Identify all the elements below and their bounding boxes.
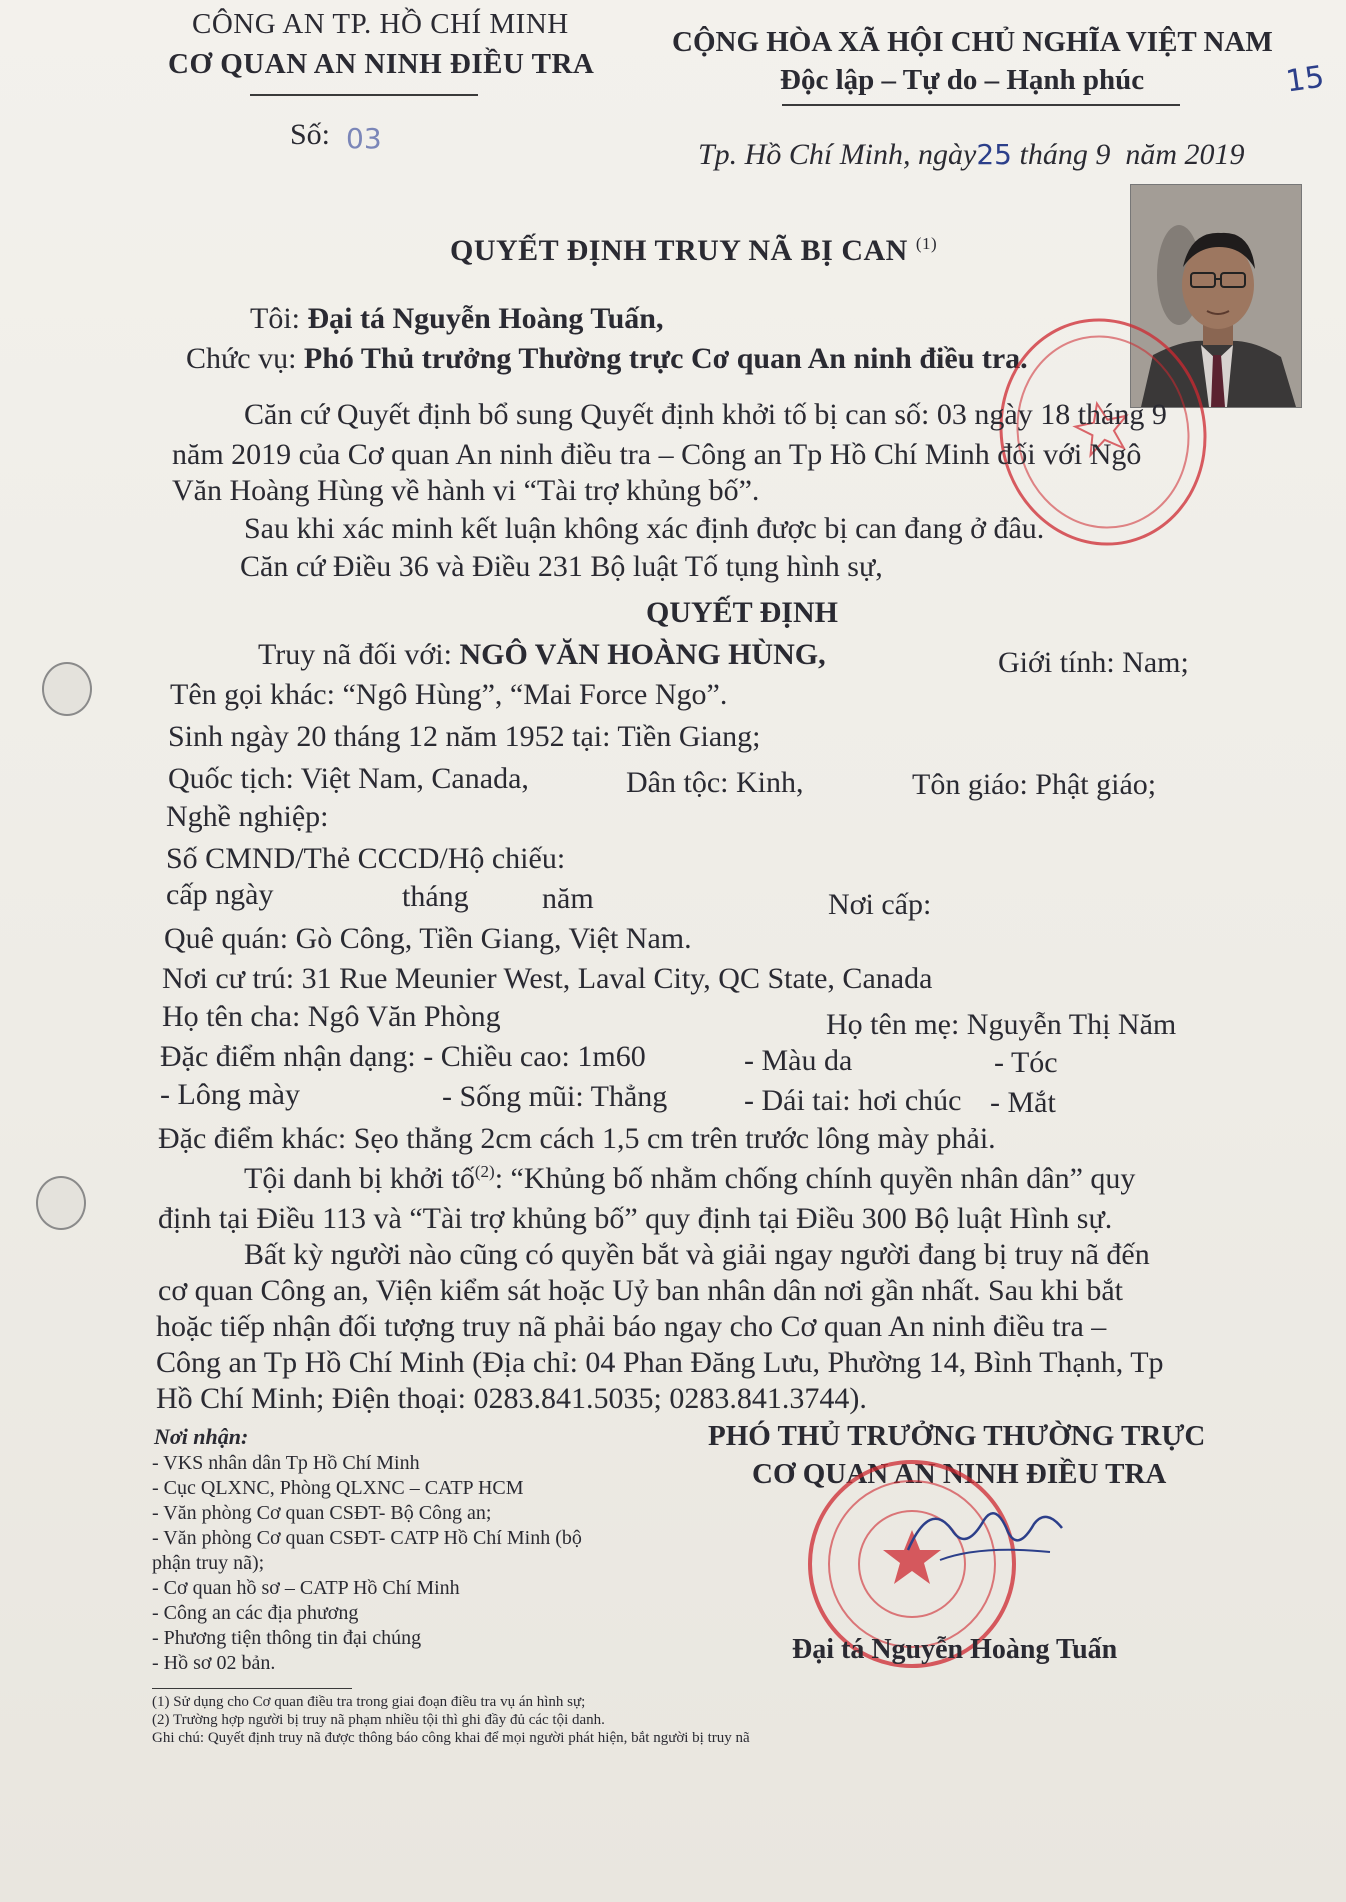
header-underline-right (782, 104, 1180, 106)
feature-eyes: - Mắt (990, 1086, 1056, 1119)
issue-date-month: tháng 9 (1019, 138, 1111, 171)
issuer-position-label: Chức vụ: (186, 342, 297, 375)
country-name: CỘNG HÒA XÃ HỘI CHỦ NGHĨA VIỆT NAM (672, 26, 1273, 58)
charges-line-2: định tại Điều 113 và “Tài trợ khủng bố” quy định tại Điều 300 Bộ luật Hình sự. (158, 1202, 1113, 1235)
residence: Nơi cư trú: 31 Rue Meunier West, Laval City, QC State, Canada (162, 962, 933, 995)
document-number-label: Số: (290, 118, 331, 151)
basis-line-5: Căn cứ Điều 36 và Điều 231 Bộ luật Tố tụng hình sự, (240, 550, 883, 583)
id-document: Số CMND/Thẻ CCCD/Hộ chiếu: (166, 842, 566, 875)
feature-ears: - Dái tai: hơi chúc (744, 1084, 962, 1117)
hometown: Quê quán: Gò Công, Tiền Giang, Việt Nam. (164, 922, 692, 955)
document-number-value: 03 (346, 122, 382, 155)
father-name: Họ tên cha: Ngô Văn Phòng (162, 1000, 501, 1033)
punch-hole (36, 1176, 86, 1230)
signatory-title-1: PHÓ THỦ TRƯỞNG THƯỜNG TRỰC (708, 1420, 1206, 1452)
charges-label: Tội danh bị khởi tố (244, 1162, 475, 1195)
recipient-item: - Văn phòng Cơ quan CSĐT- Bộ Công an; (152, 1502, 492, 1524)
footnote-1: (1) Sử dụng cho Cơ quan điều tra trong giai đoạn điều tra vụ án hình sự; (152, 1694, 586, 1710)
basis-line-1: Căn cứ Quyết định bổ sung Quyết định khởi tố bị can số: 03 ngày 18 tháng 9 (244, 398, 1167, 431)
instructions-line-2: cơ quan Công an, Viện kiểm sát hoặc Uỷ ban nhân dân nơi gần nhất. Sau khi bắt (158, 1274, 1123, 1307)
wanted-label: Truy nã đối với: (258, 638, 452, 671)
signatory-title-2: CƠ QUAN AN NINH ĐIỀU TRA (752, 1458, 1167, 1490)
feature-skin: - Màu da (744, 1044, 853, 1077)
feature-eyebrows: - Lông mày (160, 1078, 300, 1111)
recipient-item: - Hồ sơ 02 bản. (152, 1652, 276, 1674)
handwritten-signature-icon (900, 1490, 1070, 1570)
document-title-note: (1) (915, 234, 938, 253)
aliases: Tên gọi khác: “Ngô Hùng”, “Mai Force Ngo”. (170, 678, 728, 711)
religion: Tôn giáo: Phật giáo; (912, 768, 1157, 801)
recipient-item: phận truy nã); (152, 1552, 265, 1574)
birth-info: Sinh ngày 20 tháng 12 năm 1952 tại: Tiền Giang; (168, 720, 761, 753)
basis-line-4: Sau khi xác minh kết luận không xác định được bị can đang ở đâu. (244, 512, 1045, 545)
issue-date-day: 25 (976, 138, 1012, 171)
ethnicity: Dân tộc: Kinh, (626, 766, 804, 799)
document-title-text: QUYẾT ĐỊNH TRUY NÃ BỊ CAN (450, 234, 908, 267)
gender: Giới tính: Nam; (998, 646, 1189, 679)
recipient-item: - Văn phòng Cơ quan CSĐT- CATP Hồ Chí Minh (bộ (152, 1527, 582, 1549)
feature-nose: - Sống mũi: Thẳng (442, 1080, 668, 1113)
footnote-note: Ghi chú: Quyết định truy nã được thông báo công khai để mọi người phát hiện, bắt người bị truy nã (152, 1730, 750, 1746)
features-height: Đặc điểm nhận dạng: - Chiều cao: 1m60 (160, 1040, 646, 1073)
issuer-position: Phó Thủ trưởng Thường trực Cơ quan An ninh điều tra. (303, 342, 1028, 375)
issue-date (698, 138, 1245, 172)
nationality: Quốc tịch: Việt Nam, Canada, (168, 762, 529, 795)
wanted-name: NGÔ VĂN HOÀNG HÙNG, (459, 638, 826, 671)
wanted-line (258, 638, 826, 672)
footnote-2: (2) Trường hợp người bị truy nã phạm nhiều tội thì ghi đầy đủ các tội danh. (152, 1712, 605, 1728)
id-issued-day: cấp ngày (166, 878, 274, 911)
id-issued-year: năm (542, 882, 594, 915)
recipient-item: - Công an các địa phương (152, 1602, 359, 1624)
other-features: Đặc điểm khác: Sẹo thẳng 2cm cách 1,5 cm trên trước lông mày phải. (158, 1122, 996, 1155)
decision-heading: QUYẾT ĐỊNH (646, 596, 838, 629)
agency-name: CÔNG AN TP. HỒ CHÍ MINH (192, 8, 569, 40)
issue-date-prefix: Tp. Hồ Chí Minh, ngày (698, 138, 977, 171)
header-underline-left (250, 94, 478, 96)
agency-department: CƠ QUAN AN NINH ĐIỀU TRA (168, 48, 595, 80)
recipient-item: - Phương tiện thông tin đại chúng (152, 1627, 422, 1649)
issue-date-year: năm 2019 (1125, 138, 1245, 171)
basis-line-2: năm 2019 của Cơ quan An ninh điều tra – Công an Tp Hồ Chí Minh đối với Ngô (172, 438, 1142, 471)
charges-line-1 (244, 1162, 1135, 1196)
recipients-heading: Nơi nhận: (154, 1424, 249, 1449)
issuer-position-line (186, 342, 1028, 376)
instructions-line-5: Hồ Chí Minh; Điện thoại: 0283.841.5035; 0283.841.3744). (156, 1382, 867, 1415)
id-issued-place: Nơi cấp: (828, 888, 932, 921)
page-number-handwritten: 15 (1283, 59, 1327, 100)
instructions-line-1: Bất kỳ người nào cũng có quyền bắt và giải ngay người đang bị truy nã đến (244, 1238, 1150, 1271)
instructions-line-3: hoặc tiếp nhận đối tượng truy nã phải báo ngay cho Cơ quan An ninh điều tra – (156, 1310, 1107, 1343)
recipient-item: - VKS nhân dân Tp Hồ Chí Minh (152, 1452, 420, 1474)
basis-line-3: Văn Hoàng Hùng về hành vi “Tài trợ khủng bố”. (172, 474, 760, 507)
charges-text: : “Khủng bố nhằm chống chính quyền nhân dân” quy (494, 1162, 1136, 1195)
issuer-name-line (250, 302, 663, 336)
id-issued-month: tháng (402, 880, 469, 913)
document-title (450, 234, 937, 268)
issuer-name-label: Tôi: (250, 302, 300, 335)
mother-name: Họ tên mẹ: Nguyễn Thị Năm (826, 1008, 1177, 1041)
charges-footnote-ref: (2) (474, 1162, 495, 1181)
occupation: Nghề nghiệp: (166, 800, 329, 833)
recipient-item: - Cơ quan hồ sơ – CATP Hồ Chí Minh (152, 1577, 460, 1599)
signatory-name: Đại tá Nguyễn Hoàng Tuấn (792, 1634, 1118, 1665)
issuer-name: Đại tá Nguyễn Hoàng Tuấn, (307, 302, 664, 335)
footnote-separator (152, 1688, 352, 1689)
national-motto: Độc lập – Tự do – Hạnh phúc (780, 64, 1145, 96)
feature-hair: - Tóc (994, 1046, 1058, 1079)
punch-hole (42, 662, 92, 716)
recipient-item: - Cục QLXNC, Phòng QLXNC – CATP HCM (152, 1477, 524, 1499)
instructions-line-4: Công an Tp Hồ Chí Minh (Địa chỉ: 04 Phan Đăng Lưu, Phường 14, Bình Thạnh, Tp (156, 1346, 1164, 1379)
